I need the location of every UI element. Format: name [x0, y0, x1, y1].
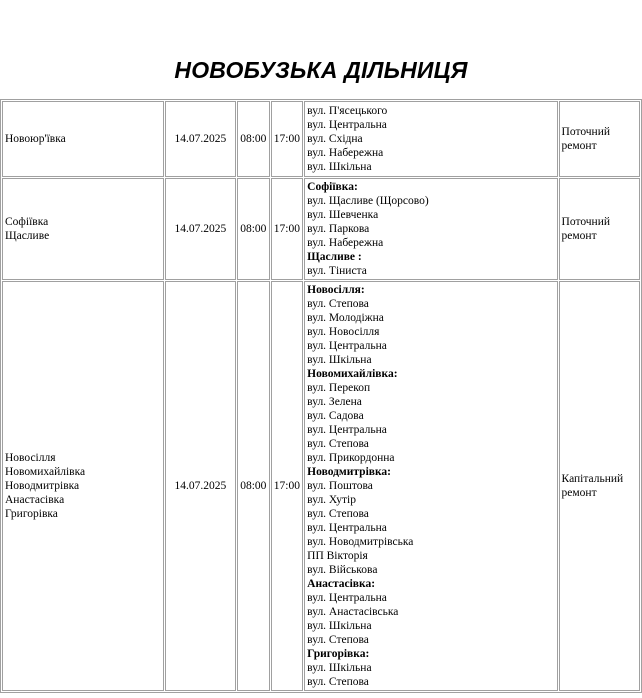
page-title: НОВОБУЗЬКА ДІЛЬНИЦЯ: [174, 57, 468, 83]
work-type-cell: Капітальний ремонт: [559, 281, 640, 691]
street-item: вул. Військова: [307, 564, 378, 576]
settlements-cell: [2, 281, 164, 691]
street-item: вул. Шкільна: [307, 161, 372, 173]
street-item: вул. Шкільна: [307, 620, 372, 632]
street-item: вул. Садова: [307, 410, 364, 422]
settlement-name: Новомихайлівка: [5, 466, 86, 478]
date-cell: 14.07.2025: [165, 281, 236, 691]
street-item: вул. Шкільна: [307, 662, 372, 674]
street-item: вул. Поштова: [307, 480, 373, 492]
street-item: вул. Набережна: [307, 147, 384, 159]
street-item: вул. Степова: [307, 634, 369, 646]
street-item: вул. Центральна: [307, 592, 387, 604]
settlements-cell: [2, 101, 164, 177]
streets-cell: [304, 178, 557, 280]
village-heading: Анастасівка:: [307, 578, 376, 590]
time-end-cell: 17:00: [271, 281, 304, 691]
table-row: [2, 101, 640, 177]
time-start-cell: 08:00: [237, 281, 270, 691]
settlement-name: Новодмитрівка: [5, 480, 80, 492]
street-item: вул. Набережна: [307, 237, 384, 249]
village-heading: Софіївка:: [307, 181, 358, 193]
street-item: вул. Центральна: [307, 424, 387, 436]
village-heading: Новодмитрівка:: [307, 466, 392, 478]
table-body: [2, 101, 640, 691]
village-heading: Новосілля:: [307, 284, 365, 296]
streets-cell: [304, 281, 557, 691]
streets-cell: [304, 101, 557, 177]
street-item: вул. Шевченка: [307, 209, 379, 221]
street-item: вул. Молодіжна: [307, 312, 384, 324]
street-item: вул. Центральна: [307, 522, 387, 534]
street-item: вул. Степова: [307, 298, 369, 310]
street-item: вул. Степова: [307, 676, 369, 688]
time-start-cell: 08:00: [237, 101, 270, 177]
settlement-name: Софіївка: [5, 216, 49, 228]
street-item: вул. Новодмитрівська: [307, 536, 414, 548]
village-heading: Новомихайлівка:: [307, 368, 398, 380]
work-type-cell: Поточний ремонт: [559, 178, 640, 280]
street-item: вул. Новосілля: [307, 326, 380, 338]
street-item: вул. Анастасівська: [307, 606, 399, 618]
street-item: вул. Хутір: [307, 494, 356, 506]
settlement-name: Новоюр'ївка: [5, 133, 66, 145]
street-item: вул. П'ясецького: [307, 105, 388, 117]
settlement-name: Анастасівка: [5, 494, 65, 506]
street-item: вул. Тіниста: [307, 265, 367, 277]
time-end-cell: 17:00: [271, 178, 304, 280]
street-item: вул. Центральна: [307, 119, 387, 131]
settlement-name: Новосілля: [5, 452, 56, 464]
street-item: вул. Степова: [307, 508, 369, 520]
time-end-cell: 17:00: [271, 101, 304, 177]
street-item: вул. Центральна: [307, 340, 387, 352]
table-row: [2, 178, 640, 280]
settlement-name: Щасливе: [5, 230, 50, 242]
time-start-cell: 08:00: [237, 178, 270, 280]
street-item: вул. Шкільна: [307, 354, 372, 366]
outage-schedule-table: [0, 99, 642, 693]
date-cell: 14.07.2025: [165, 178, 236, 280]
village-heading: Щасливе :: [307, 251, 362, 263]
street-item: вул. Перекоп: [307, 382, 371, 394]
street-item: вул. Паркова: [307, 223, 370, 235]
settlement-name: Григорівка: [5, 508, 58, 520]
village-heading: Григорівка:: [307, 648, 370, 660]
street-item: вул. Степова: [307, 438, 369, 450]
work-type-cell: Поточний ремонт: [559, 101, 640, 177]
settlements-cell: [2, 178, 164, 280]
street-item: вул. Прикордонна: [307, 452, 395, 464]
date-cell: 14.07.2025: [165, 101, 236, 177]
street-item: вул. Зелена: [307, 396, 362, 408]
street-item: вул. Щасливе (Щорсово): [307, 195, 429, 207]
table-row: [2, 281, 640, 691]
street-item: ПП Вікторія: [307, 550, 368, 562]
street-item: вул. Східна: [307, 133, 363, 145]
